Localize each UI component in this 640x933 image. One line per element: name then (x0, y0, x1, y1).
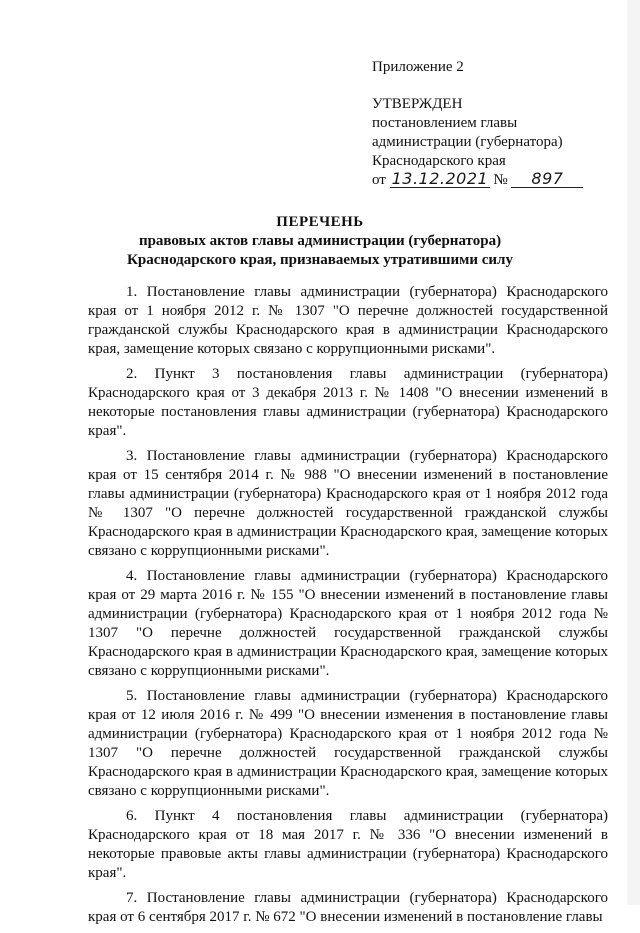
approval-line-2: администрации (губернатора) (372, 134, 563, 150)
list-item-number: 7. (126, 890, 147, 906)
list-item (88, 687, 608, 801)
list-item (88, 567, 608, 681)
list-item-text: Постановление главы администрации (губернатора) Краснодарского края от 12 июля 2016 г. № 499 "О внесении изменения в постановление главы администрации (губернатора) Краснодарского края от 1 ноября 2012 года № 1307 "О перечне должностей государственной гражданской службы Краснодарского края в администрации Краснодарского края, замещение которых связано с коррупционными рисками". (88, 688, 608, 799)
list-item-number: 2. (126, 366, 155, 382)
list-item-text: Постановление главы администрации (губернатора) Краснодарского края от 6 сентября 2017 г. № 672 "О внесении изменений в постановление главы (88, 890, 608, 925)
heading-title: ПЕРЕЧЕНЬ (276, 214, 364, 230)
list-item-text: Пункт 3 постановления главы администрации (губернатора) Краснодарского края от 3 декабря 2013 г. № 1408 "О внесении изменений в некоторые постановления главы администрации (губернатора) Краснодарского края". (88, 366, 608, 439)
approval-block (372, 58, 622, 190)
list-item (88, 447, 608, 561)
from-label: от (372, 172, 386, 188)
approval-line-1: постановлением главы (372, 115, 518, 131)
heading-line-2: правовых актов главы администрации (губернатора) (138, 233, 502, 249)
handwritten-date: 13.12.2021 (391, 169, 489, 188)
list-item-number: 4. (126, 568, 147, 584)
list-item-number: 1. (126, 284, 147, 300)
list-item-number: 6. (126, 808, 155, 824)
list-item-number: 3. (126, 448, 147, 464)
list-item-text: Постановление главы администрации (губернатора) Краснодарского края от 15 сентября 2014 г. № 988 "О внесении изменений в постановление главы администрации (губернатора) Краснодарского края от 1 ноября 2012 года № 1307 "О перечне должностей государственной гражданской службы Краснодарского края в администрации Краснодарского края, замещение которых связано с коррупционными рисками". (88, 448, 608, 559)
approval-line-3: Краснодарского края (372, 153, 506, 169)
list-item (88, 283, 608, 359)
approval-title: УТВЕРЖДЕН (372, 96, 463, 112)
number-label: № (493, 172, 508, 188)
list-item-number: 5. (126, 688, 147, 704)
list-item-text: Пункт 4 постановления главы администрации (губернатора) Краснодарского края от 18 мая 2017 г. № 336 "О внесении изменений в некоторые правовые акты главы администрации (губернатора) Краснодарского края". (88, 808, 608, 881)
scan-edge-strip (627, 0, 640, 905)
handwritten-number: 897 (511, 171, 583, 188)
approval-date-line (372, 171, 622, 190)
list-item (88, 807, 608, 883)
heading-line-3: Краснодарского края, признаваемых утратившими силу (127, 252, 513, 268)
list-item (88, 889, 608, 927)
list-item-text: Постановление главы администрации (губернатора) Краснодарского края от 1 ноября 2012 г. № 1307 "О перечне должностей государственной гражданской службы Краснодарского края в администрации Краснодарского края, замещение которых связано с коррупционными рисками". (88, 284, 608, 357)
document-heading (0, 213, 640, 270)
list-item-text: Постановление главы администрации (губернатора) Краснодарского края от 29 марта 2016 г. № 155 "О внесении изменений в постановление главы администрации (губернатора) Краснодарского края от 1 ноября 2012 года № 1307 "О перечне должностей государственной гражданской службы Краснодарского края в администрации Краснодарского края, замещение которых связано с коррупционными рисками". (88, 568, 608, 679)
acts-list (88, 283, 608, 933)
list-item (88, 365, 608, 441)
appendix-label: Приложение 2 (372, 59, 464, 75)
